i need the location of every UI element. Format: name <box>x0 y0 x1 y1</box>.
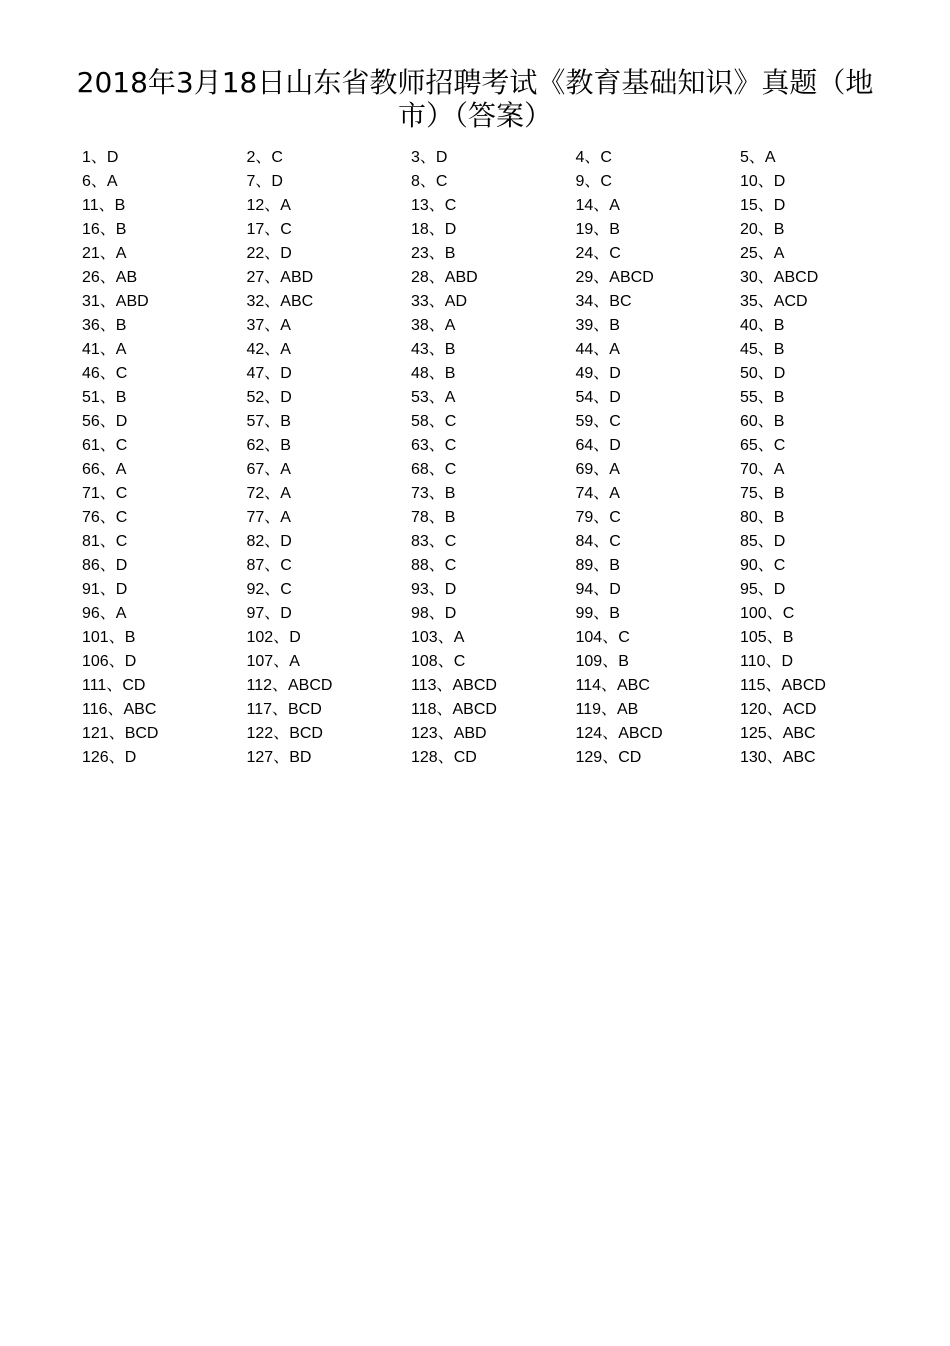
answer-item: 25、A <box>740 245 785 262</box>
answer-item: 19、B <box>575 221 620 238</box>
answer-item: 86、D <box>82 557 128 574</box>
answer-item: 42、A <box>246 341 291 358</box>
answer-item: 18、D <box>411 221 457 238</box>
answer-item: 124、ABCD <box>575 725 663 742</box>
answer-item: 52、D <box>246 389 292 406</box>
answer-item: 39、B <box>575 317 620 334</box>
answer-item: 60、B <box>740 413 785 430</box>
answer-item: 120、ACD <box>740 701 817 718</box>
answer-item: 61、C <box>82 437 128 454</box>
page-title: 2018年3月18日山东省教师招聘考试《教育基础知识》真题（地市）（答案） <box>76 66 874 132</box>
answer-item: 118、ABCD <box>411 701 497 718</box>
answer-item: 16、B <box>82 221 127 238</box>
answer-item: 26、AB <box>82 269 138 286</box>
answer-item: 96、A <box>82 605 127 622</box>
answer-item: 5、A <box>740 149 776 166</box>
answer-item: 53、A <box>411 389 456 406</box>
answer-item: 128、CD <box>411 749 477 766</box>
answer-item: 90、C <box>740 557 786 574</box>
answer-item: 85、D <box>740 533 786 550</box>
answer-item: 113、ABCD <box>411 677 497 694</box>
answer-item: 14、A <box>575 197 620 214</box>
answer-item: 43、B <box>411 341 456 358</box>
answer-item: 83、C <box>411 533 457 550</box>
answer-item: 9、C <box>575 173 612 190</box>
answer-item: 80、B <box>740 509 785 526</box>
answer-item: 84、C <box>575 533 621 550</box>
answer-item: 12、A <box>246 197 291 214</box>
answer-grid <box>82 146 912 770</box>
answer-item: 106、D <box>82 653 137 670</box>
answer-item: 73、B <box>411 485 456 502</box>
answer-item: 107、A <box>246 653 300 670</box>
answer-item: 100、C <box>740 605 795 622</box>
answer-item: 6、A <box>82 173 118 190</box>
answer-item: 65、C <box>740 437 786 454</box>
answer-item: 35、ACD <box>740 293 808 310</box>
answer-item: 78、B <box>411 509 456 526</box>
answer-item: 98、D <box>411 605 457 622</box>
answer-item: 127、BD <box>246 749 312 766</box>
answer-item: 56、D <box>82 413 128 430</box>
answer-item: 13、C <box>411 197 457 214</box>
answer-item: 110、D <box>740 653 794 670</box>
answer-item: 62、B <box>246 437 291 454</box>
answer-item: 49、D <box>575 365 621 382</box>
answer-item: 38、A <box>411 317 456 334</box>
answer-item: 59、C <box>575 413 621 430</box>
answer-item: 64、D <box>575 437 621 454</box>
answer-item: 3、D <box>411 149 448 166</box>
answer-item: 129、CD <box>575 749 642 766</box>
answer-item: 40、B <box>740 317 785 334</box>
answer-item: 101、B <box>82 629 136 646</box>
answer-item: 112、ABCD <box>246 677 333 694</box>
answer-item: 23、B <box>411 245 456 262</box>
answer-item: 87、C <box>246 557 292 574</box>
answer-item: 15、D <box>740 197 786 214</box>
answer-item: 24、C <box>575 245 621 262</box>
answer-item: 75、B <box>740 485 785 502</box>
answer-item: 10、D <box>740 173 786 190</box>
answer-item: 122、BCD <box>246 725 323 742</box>
answer-item: 115、ABCD <box>740 677 826 694</box>
answer-item: 32、ABC <box>246 293 314 310</box>
answer-item: 126、D <box>82 749 137 766</box>
answer-item: 105、B <box>740 629 794 646</box>
answer-item: 69、A <box>575 461 620 478</box>
answer-item: 99、B <box>575 605 620 622</box>
answer-item: 1、D <box>82 149 119 166</box>
answer-item: 91、D <box>82 581 128 598</box>
answer-item: 77、A <box>246 509 291 526</box>
answer-item: 34、BC <box>575 293 632 310</box>
answer-item: 81、C <box>82 533 128 550</box>
answer-item: 70、A <box>740 461 785 478</box>
answer-item: 30、ABCD <box>740 269 819 286</box>
answer-item: 111、CD <box>82 677 146 694</box>
answer-item: 95、D <box>740 581 786 598</box>
answer-item: 66、A <box>82 461 127 478</box>
answer-item: 7、D <box>246 173 283 190</box>
answer-item: 121、BCD <box>82 725 159 742</box>
answer-item: 63、C <box>411 437 457 454</box>
answer-item: 82、D <box>246 533 292 550</box>
answer-item: 27、ABD <box>246 269 314 286</box>
answer-item: 76、C <box>82 509 128 526</box>
answer-item: 48、B <box>411 365 456 382</box>
answer-item: 37、A <box>246 317 291 334</box>
answer-item: 93、D <box>411 581 457 598</box>
answer-item: 29、ABCD <box>575 269 654 286</box>
answer-item: 88、C <box>411 557 457 574</box>
answer-item: 130、ABC <box>740 749 816 766</box>
answer-item: 2、C <box>246 149 283 166</box>
answer-item: 31、ABD <box>82 293 149 310</box>
answer-item: 123、ABD <box>411 725 487 742</box>
answer-item: 89、B <box>575 557 620 574</box>
answer-item: 44、A <box>575 341 620 358</box>
answer-item: 68、C <box>411 461 457 478</box>
answer-item: 17、C <box>246 221 292 238</box>
answer-item: 94、D <box>575 581 621 598</box>
answer-item: 8、C <box>411 173 448 190</box>
answer-item: 74、A <box>575 485 620 502</box>
answer-item: 51、B <box>82 389 127 406</box>
answer-item: 67、A <box>246 461 291 478</box>
answer-item: 116、ABC <box>82 701 157 718</box>
answer-item: 22、D <box>246 245 292 262</box>
answer-item: 102、D <box>246 629 301 646</box>
answer-item: 47、D <box>246 365 292 382</box>
answer-item: 50、D <box>740 365 786 382</box>
answer-item: 33、AD <box>411 293 468 310</box>
answer-item: 119、AB <box>575 701 639 718</box>
answer-item: 4、C <box>575 149 612 166</box>
answer-item: 79、C <box>575 509 621 526</box>
answer-item: 11、B <box>82 197 126 214</box>
answer-item: 103、A <box>411 629 465 646</box>
answer-item: 97、D <box>246 605 292 622</box>
answer-item: 71、C <box>82 485 128 502</box>
answer-item: 125、ABC <box>740 725 816 742</box>
answer-item: 20、B <box>740 221 785 238</box>
answer-item: 55、B <box>740 389 785 406</box>
answer-item: 109、B <box>575 653 629 670</box>
answer-item: 57、B <box>246 413 291 430</box>
answer-item: 41、A <box>82 341 127 358</box>
answer-item: 72、A <box>246 485 291 502</box>
answer-item: 28、ABD <box>411 269 478 286</box>
answer-item: 58、C <box>411 413 457 430</box>
answer-item: 54、D <box>575 389 621 406</box>
answer-item: 117、BCD <box>246 701 322 718</box>
answer-item: 92、C <box>246 581 292 598</box>
answer-item: 21、A <box>82 245 127 262</box>
answer-item: 104、C <box>575 629 630 646</box>
answer-item: 114、ABC <box>575 677 650 694</box>
answer-item: 36、B <box>82 317 127 334</box>
answer-item: 45、B <box>740 341 785 358</box>
answer-item: 108、C <box>411 653 466 670</box>
answer-item: 46、C <box>82 365 128 382</box>
